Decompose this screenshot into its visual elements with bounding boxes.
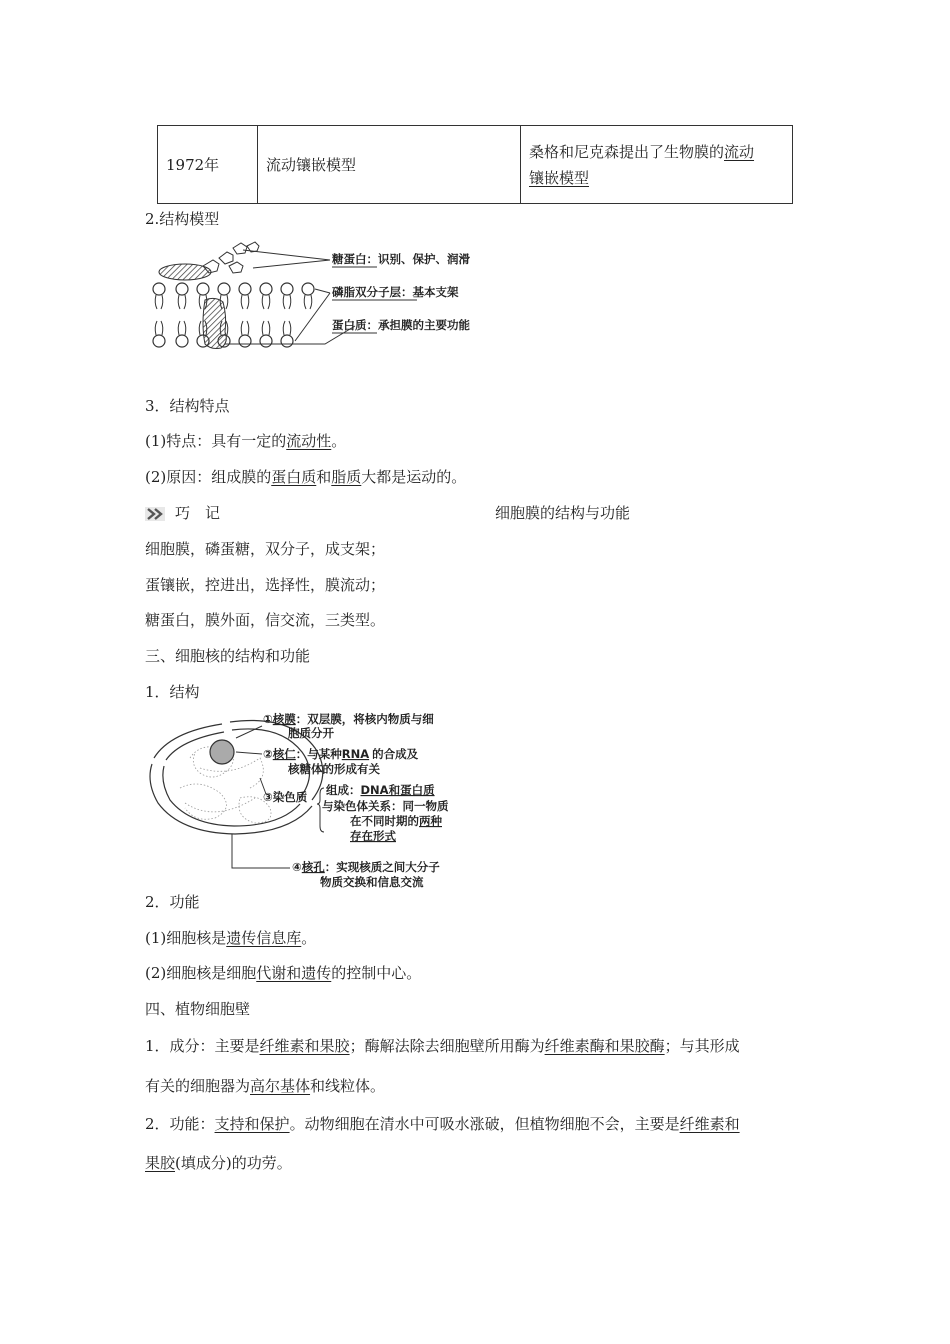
nucleus-function-1: (1)细胞核是遗传信息库。 (145, 929, 317, 947)
desc-underline-2: 镶嵌模型 (529, 168, 590, 187)
nucleus-diagram (140, 708, 480, 890)
tip-label: 巧 记 (175, 504, 221, 522)
desc-cell (521, 126, 793, 204)
label-glycoprotein: 糖蛋白：识别、保护、润滑 (332, 252, 470, 266)
label-nuclear-pore: ④核孔：实现核质之间大分子 (292, 860, 440, 874)
cell-wall-function: 2．功能：支持和保护。动物细胞在清水中可吸水涨破，但植物细胞不会，主要是纤维素和 (145, 1115, 740, 1133)
label-nuclear-envelope: ①核膜：双层膜，将核内物质与细 (263, 712, 434, 726)
transmembrane-protein-shape (203, 298, 226, 348)
label-chromatin-composition: 组成：DNA和蛋白质 (326, 783, 435, 797)
section-heading-nucleus: 三、细胞核的结构和功能 (145, 647, 311, 665)
feature-paragraph-1: (1)特点：具有一定的流动性。 (145, 432, 347, 450)
label-phospholipid-bilayer: 磷脂双分子层：基本支架 (332, 285, 459, 299)
tip-line-3: 糖蛋白，膜外面，信交流，三类型。 (145, 611, 386, 629)
model-cell (258, 126, 521, 204)
label-nuclear-pore-2: 物质交换和信息交流 (320, 875, 424, 889)
cell-wall-composition-2: 有关的细胞器为高尔基体和线粒体。 (145, 1077, 386, 1095)
label-nucleolus-2: 核糖体的形成有关 (288, 762, 380, 776)
tip-header (145, 502, 220, 523)
tip-title: 细胞膜的结构与功能 (495, 504, 631, 522)
phospholipid-tails (155, 295, 312, 335)
table-row (158, 126, 793, 204)
nucleus-structure-heading: 1．结构 (145, 683, 200, 701)
glycan-chain (203, 242, 259, 273)
year-text: 1972年 (166, 156, 220, 174)
desc-underline-1: 流动 (724, 142, 755, 161)
label-chromatin-relation-3: 存在形式 (350, 829, 396, 843)
label-protein: 蛋白质：承担膜的主要功能 (332, 318, 470, 332)
nucleus-function-heading: 2．功能 (145, 893, 200, 911)
section-heading-structure-model: 2.结构模型 (145, 210, 220, 228)
desc-text: 桑格和尼克森提出了生物膜的 (529, 142, 725, 161)
double-chevron-icon (145, 507, 165, 521)
tip-line-2: 蛋镶嵌，控进出，选择性，膜流动； (145, 576, 386, 594)
label-chromatin-relation-2: 在不同时期的两种 (350, 814, 442, 828)
section-heading-cell-wall: 四、植物细胞壁 (145, 1000, 251, 1018)
label-nuclear-envelope-2: 胞质分开 (288, 726, 334, 740)
history-table (157, 125, 793, 204)
section-heading-features: 3．结构特点 (145, 397, 230, 415)
label-chromatin: ③染色质 (263, 790, 308, 804)
cell-wall-composition: 1．成分：主要是纤维素和果胶；酶解法除去细胞壁所用酶为纤维素酶和果胶酶；与其形成 (145, 1037, 740, 1055)
cell-wall-function-2: 果胶(填成分)的功劳。 (145, 1154, 292, 1172)
label-chromatin-relation: 与染色体关系：同一物质 (322, 799, 449, 813)
year-cell (158, 126, 258, 204)
feature-paragraph-2: (2)原因：组成膜的蛋白质和脂质大都是运动的。 (145, 468, 467, 486)
model-text: 流动镶嵌模型 (266, 156, 357, 174)
nucleus-function-2: (2)细胞核是细胞代谢和遗传的控制中心。 (145, 964, 422, 982)
tip-line-1: 细胞膜，磷蛋糖，双分子，成支架； (145, 540, 386, 558)
nucleolus-shape (210, 740, 234, 764)
label-nucleolus: ②核仁：与某种RNA 的合成及 (263, 747, 419, 761)
membrane-diagram (145, 238, 525, 353)
phospholipid-heads (153, 283, 314, 347)
